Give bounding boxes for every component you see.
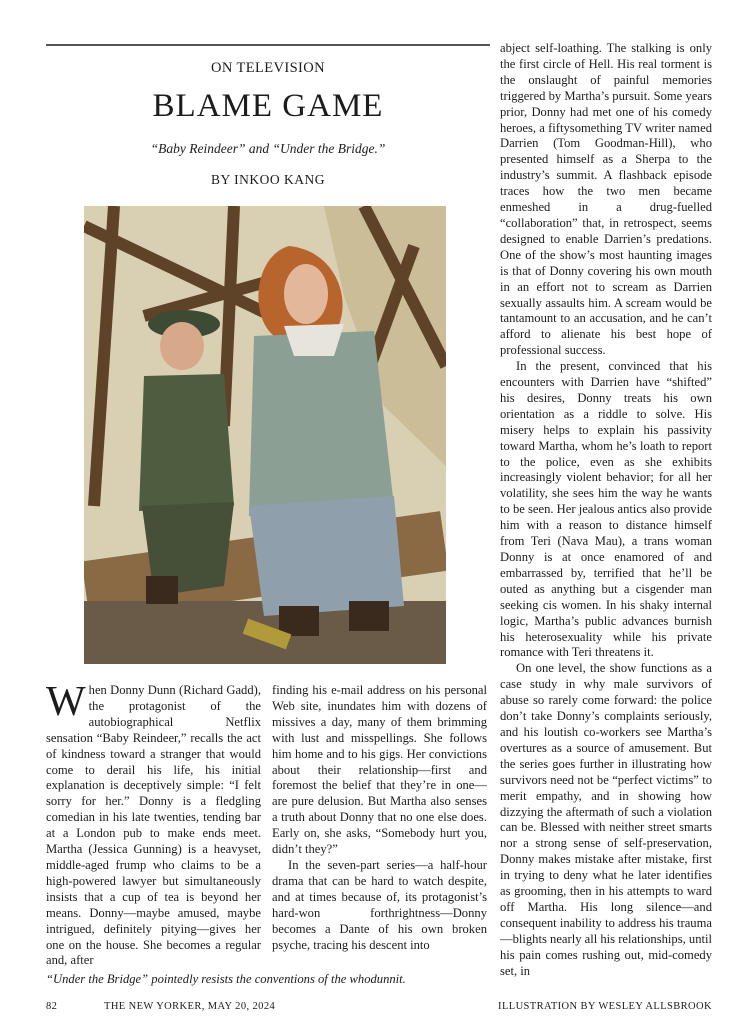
body-paragraph: When Donny Dunn (Richard Gadd), the protagonist of the autobiographical Netflix sensation “Baby Reindeer,” recalls the act of kindness toward a stranger that would come to derail his life, his initial explanation is deceptively simple: “I felt sorry for her.” Donny is a fledgling comedian in his late twenties, tending bar at a London pub to make ends meet. Martha (Jessica Gunning) is a heavyset, middle-aged frump who claims to be a high-powered lawyer but simultaneously insists that a cup of tea is beyond her means. Donny—maybe amused, maybe intrigued, definitely pitying—gives her one on the house. She becomes a regular and, after <box>46 683 261 968</box>
body-paragraph: In the seven-part series—a half-hour drama that can be hard to watch despite, and at times because of, its protagonist’s hard-won forthrightness—Donny becomes a Dante of his own broken psyche, tracing his descent into <box>272 857 487 952</box>
photo-caption: “Under the Bridge” pointedly resists the conventions of the whodunnit. <box>46 972 406 986</box>
article-byline: BY INKOO KANG <box>211 172 325 187</box>
body-paragraph: abject self-loathing. The stalking is only the first circle of Hell. His real torment is the onslaught of painful memories triggered by Martha’s pursuit. Some years prior, Donny had met one of his comedy heroes, a fiftysomething TV writer named Darrien (Tom Goodman-Hill), who presented himself as a Sherpa to the industry’s summit. A flashback episode traces how the two men became enmeshed in a drug-fuelled “collaboration” that, in retrospect, seems designed to enable Darrien’s predations. One of the show’s most haunting images is that of Donny covering his own mouth in an effort not to scream as Darrien sexually assaults him. A scream would be tantamount to an accusation, and he can’t afford to alienate his best hope of professional success. <box>500 41 712 358</box>
section-kicker: ON TELEVISION <box>210 60 326 76</box>
page-number: 82 <box>46 1001 58 1012</box>
body-column-1 <box>46 683 261 969</box>
body-paragraph: finding his e-mail address on his personal Web site, inundates him with dozens of missives a day, many of them brimming with lust and misspellings. She follows him home and to his gigs. Her convictions about their relationship—first and foremost the belief that they’re in one—are pure delusion. But Martha also senses a truth about Donny that no one else does. Early on, she asks, “Somebody hurt you, didn’t they?” <box>272 683 487 857</box>
illustration-credit: ILLUSTRATION BY WESLEY ALLSBROOK <box>498 1001 712 1012</box>
article-headline: BLAME GAME <box>152 88 384 124</box>
article-dek: “Baby Reindeer” and “Under the Bridge.” <box>150 141 386 156</box>
body-paragraph: On one level, the show functions as a case study in why male survivors of abuse so rarely come forward: the police don’t take Donny’s complaints seriously, and his loutish co-workers see Martha’s overtures as a source of amusement. But the series goes further in illustrating how survivors need not be “perfect victims” to merit empathy, and in showing how dizzying the aftermath of such a violation can be. Blessed with neither street smarts nor a strong sense of self-preservation, Donny makes mistake after mistake, first in trying to deny what he later identifies as grooming, then in his attempts to ward off Martha. His long silence—and consequent inability to address his trauma—blights nearly all his relationships, until his pain comes rushing out, mid-comedy set, in <box>500 661 712 978</box>
top-rule <box>46 44 490 46</box>
body-paragraph: In the present, convinced that his encounters with Darrien have “shifted” his desires, Donny treats his own orientation as a riddle to solve. His misery helps to explain his passivity toward Martha, whom he’s loath to report to the police, even as she exhibits increasingly violent behavior; for all her volatility, she sees him the way he wants to be seen. Her jealous antics also provide him with a reason to distance himself from Teri (Nava Mau), a trans woman Donny is at once enamored of and embarrassed by, terrified that he’ll be outed as anything but a cisgender man seeking cis women. In his shaky internal logic, Martha’s public advances burnish his heterosexuality while his private romance with Teri threatens it. <box>500 359 712 660</box>
publication-line: THE NEW YORKER, MAY 20, 2024 <box>104 1001 276 1012</box>
body-column-2 <box>272 683 487 969</box>
drop-cap: W <box>46 683 86 725</box>
body-column-3 <box>500 41 712 989</box>
article-illustration <box>84 206 446 664</box>
